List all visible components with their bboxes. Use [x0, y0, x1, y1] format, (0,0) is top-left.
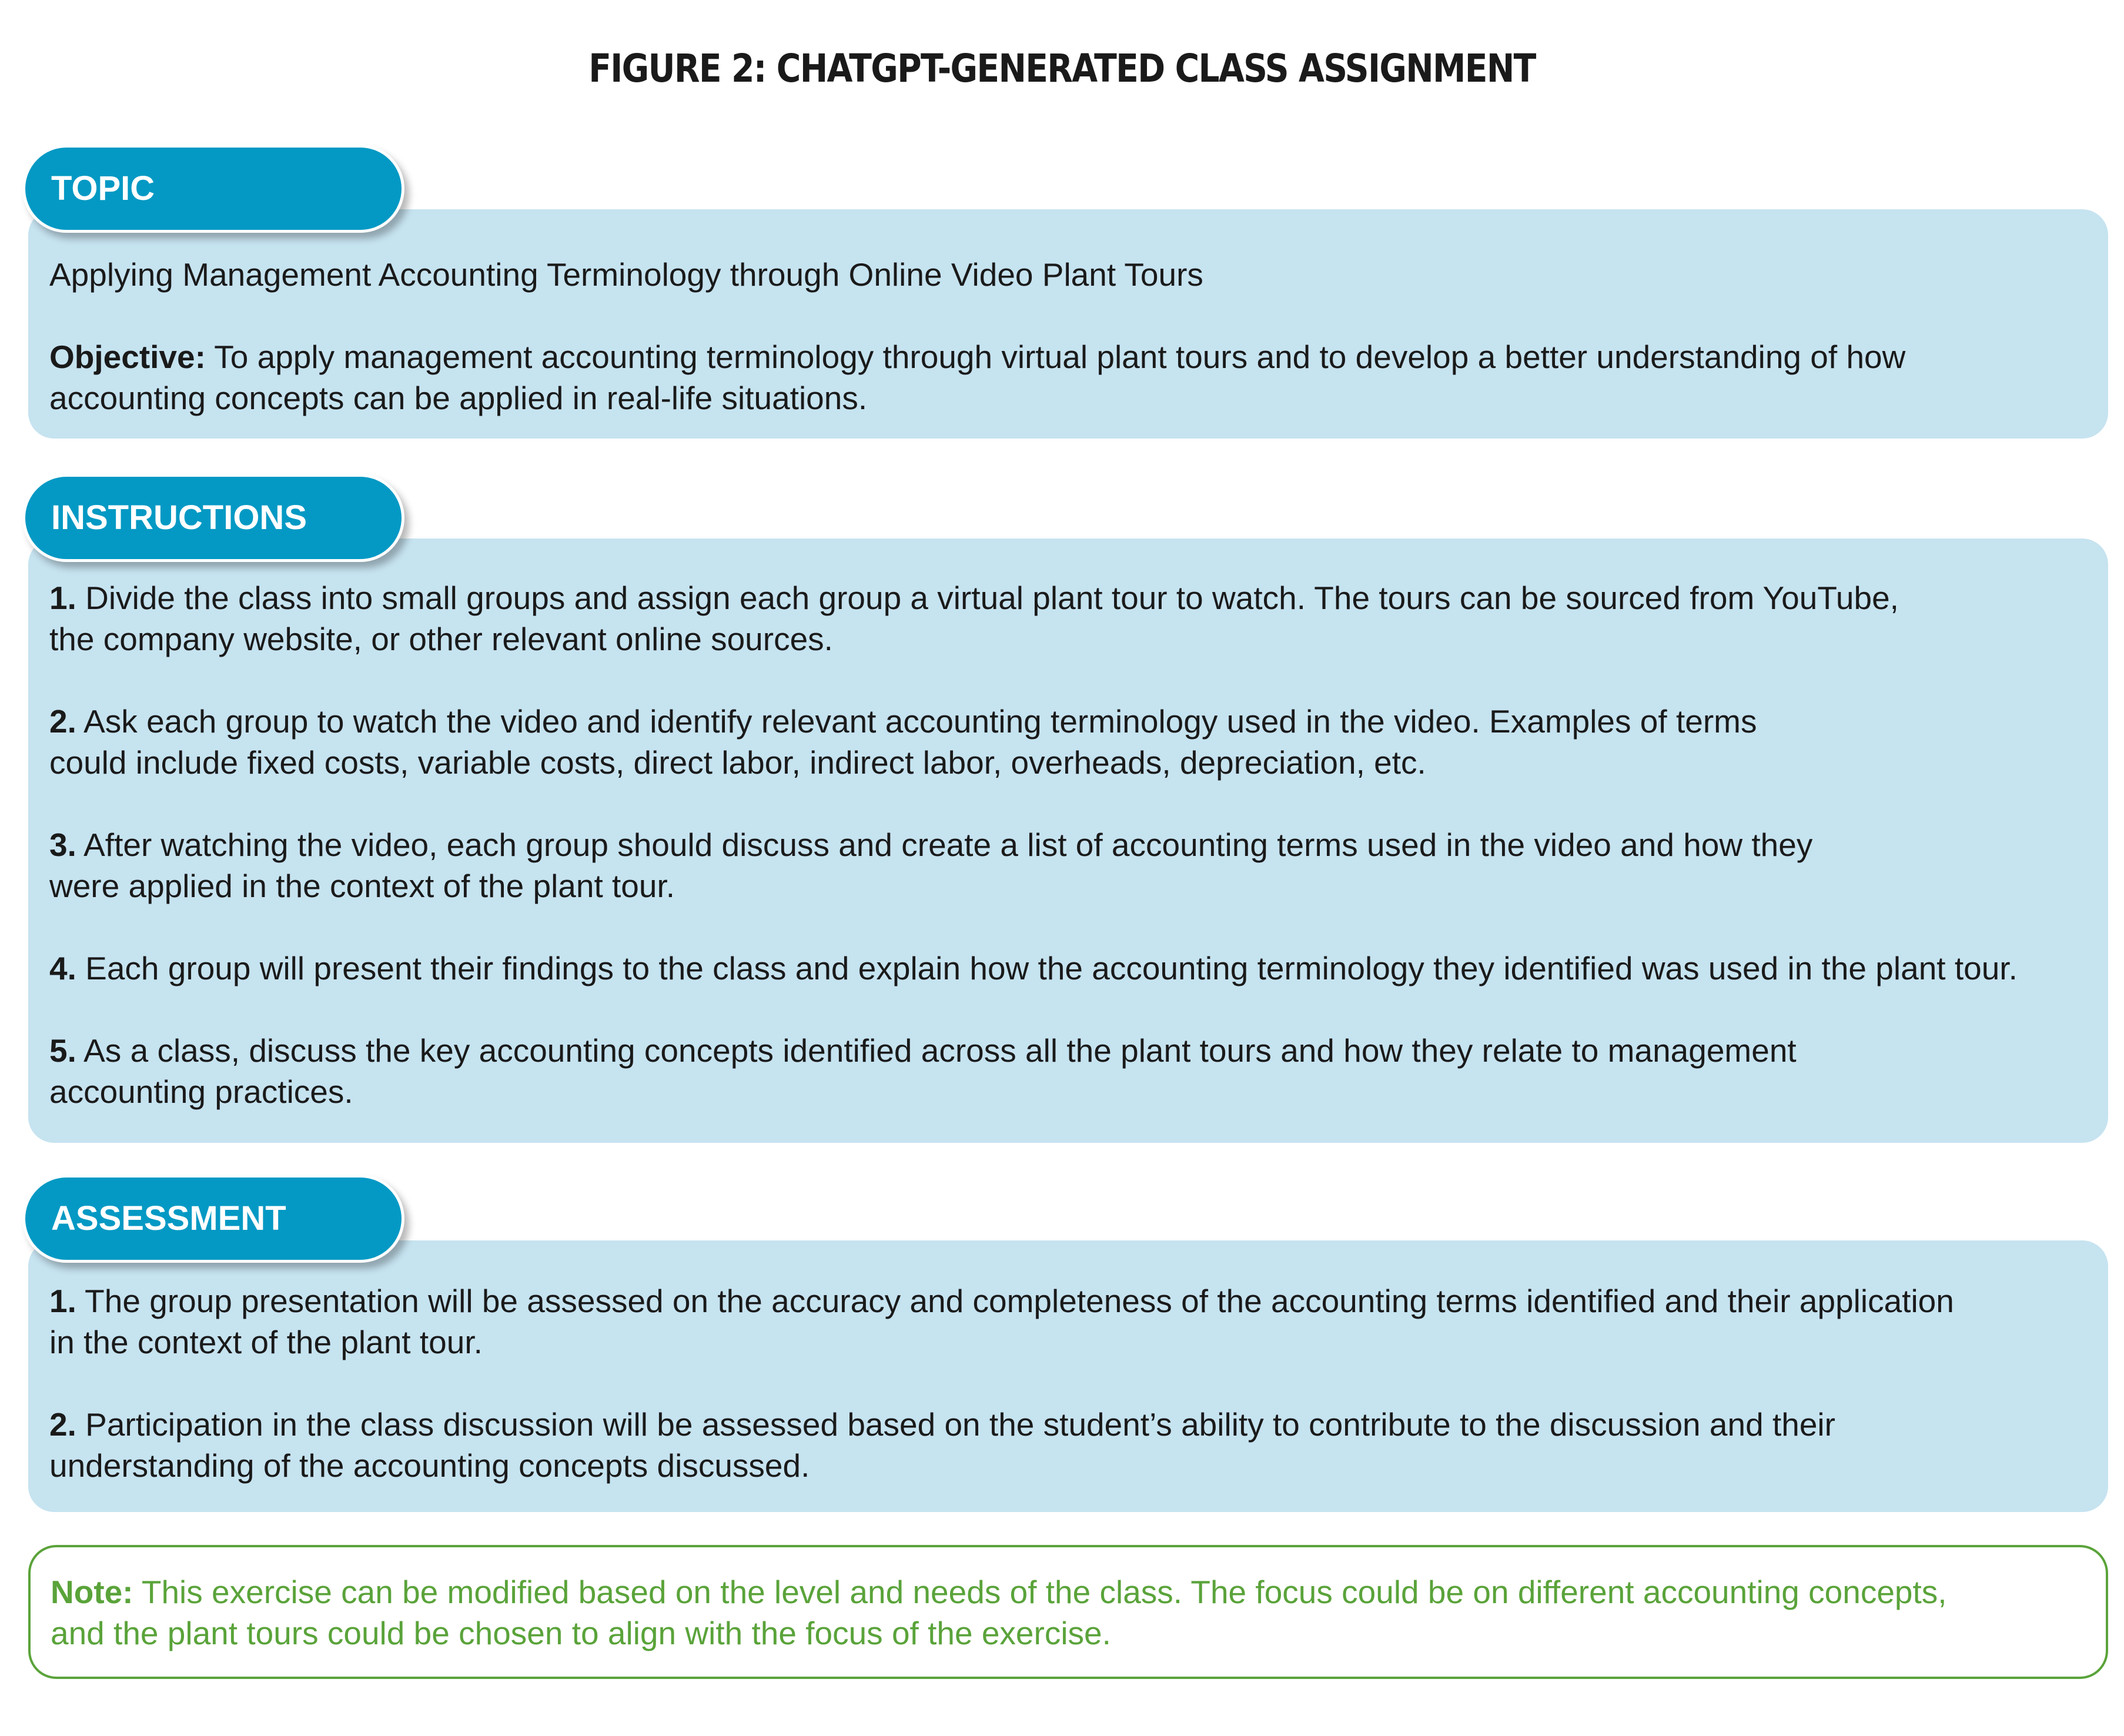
assessment-line2: understanding of the accounting concepts discussed.	[49, 1447, 810, 1484]
topic-panel	[28, 209, 2108, 439]
instruction-line2: the company website, or other relevant online sources.	[49, 621, 833, 657]
instruction-number: 1.	[49, 580, 76, 616]
note-text	[51, 1571, 2082, 1654]
note-panel	[28, 1545, 2108, 1679]
topic-subtitle: Applying Management Accounting Terminology through Online Video Plant Tours	[49, 256, 1203, 293]
instruction-line2: accounting practices.	[49, 1073, 353, 1110]
instruction-number: 5.	[49, 1032, 76, 1069]
instruction-line2: were applied in the context of the plant tour.	[49, 868, 675, 904]
instructions-panel	[28, 538, 2108, 1143]
note-line2: and the plant tours could be chosen to align with the focus of the exercise.	[51, 1615, 1111, 1651]
figure-title: FIGURE 2: CHATGPT-GENERATED CLASS ASSIGNMENT	[588, 46, 1536, 91]
assessment-number: 2.	[49, 1406, 76, 1443]
assessment-line2: in the context of the plant tour.	[49, 1324, 483, 1360]
assessment-line1: The group presentation will be assessed on the accuracy and completeness of the accounting terms identified and their application	[85, 1283, 1954, 1319]
note-label: Note:	[51, 1574, 133, 1610]
instruction-number: 3.	[49, 827, 76, 863]
instruction-line1: After watching the video, each group should discuss and create a list of accounting terms used in the video and how they	[83, 827, 1813, 863]
assessment-number: 1.	[49, 1283, 76, 1319]
instruction-number: 4.	[49, 950, 76, 986]
topic-objective	[49, 336, 2085, 419]
instruction-line1: Ask each group to watch the video and identify relevant accounting terminology used in the video. Examples of terms	[83, 703, 1757, 740]
topic-tab: TOPIC	[22, 145, 404, 233]
instruction-item-3	[49, 824, 2085, 907]
instruction-item-4	[49, 948, 2085, 989]
assessment-item-1	[49, 1280, 2085, 1363]
instruction-line1: As a class, discuss the key accounting concepts identified across all the plant tours and how they relate to management	[83, 1032, 1797, 1069]
assessment-line1: Participation in the class discussion will be assessed based on the student’s ability to contribute to the discussion and their	[85, 1406, 1835, 1443]
instruction-line2: could include fixed costs, variable costs, direct labor, indirect labor, overheads, depreciation, etc.	[49, 744, 1426, 781]
assessment-tab: ASSESSMENT	[22, 1175, 404, 1263]
instruction-item-2	[49, 701, 2085, 783]
assessment-panel	[28, 1240, 2108, 1512]
assessment-item-2	[49, 1404, 2085, 1486]
objective-line1: To apply management accounting terminology through virtual plant tours and to develop a better understanding of how	[214, 339, 1906, 375]
instructions-tab: INSTRUCTIONS	[22, 474, 404, 562]
instruction-line1: Each group will present their findings to the class and explain how the accounting terminology they identified was used in the plant tour.	[85, 950, 2018, 986]
instruction-item-5	[49, 1030, 2085, 1112]
instruction-number: 2.	[49, 703, 76, 740]
instruction-line1: Divide the class into small groups and assign each group a virtual plant tour to watch. The tours can be sourced from YouTube,	[85, 580, 1899, 616]
instruction-item-1	[49, 577, 2085, 660]
objective-line2: accounting concepts can be applied in real-life situations.	[49, 380, 868, 416]
objective-label: Objective:	[49, 339, 206, 375]
note-line1: This exercise can be modified based on the level and needs of the class. The focus could be on different accounting concepts,	[141, 1574, 1947, 1610]
